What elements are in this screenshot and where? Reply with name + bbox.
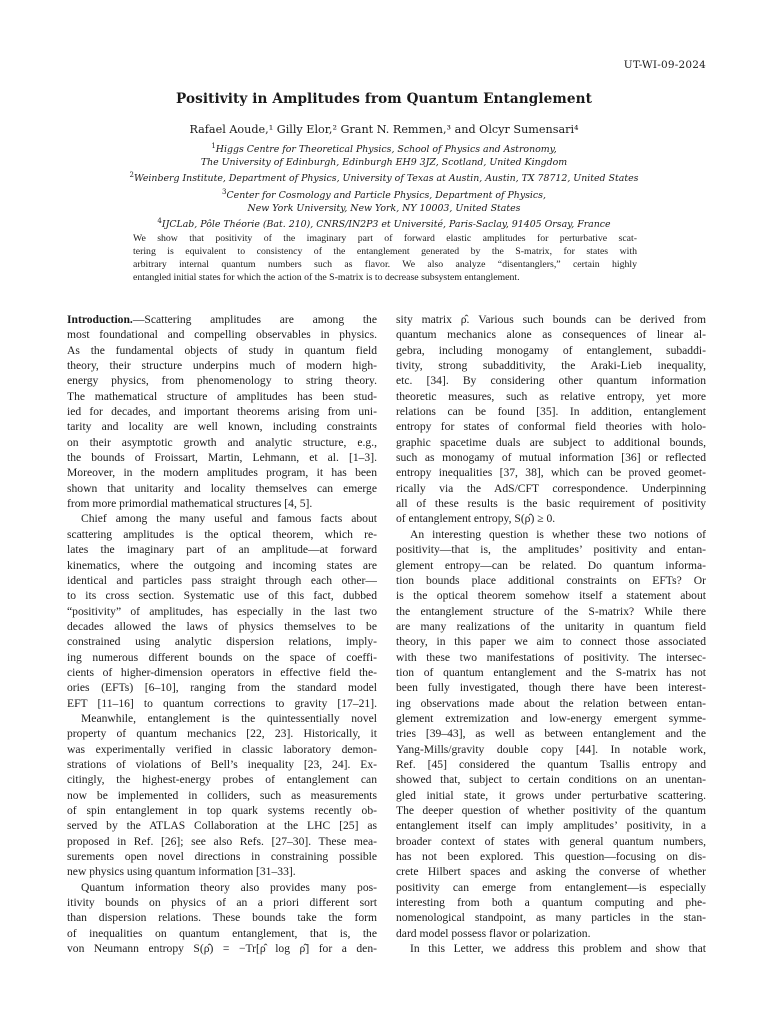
body-text-line: theory, their structure underpins much of modern high- [67,359,377,373]
body-text-line: graphic spacetime duals are subject to additional bounds, [396,435,706,449]
affiliation-list [0,140,768,231]
body-text-line: von Neumann entropy S(ρ̂) = −Tr[ρ̂ log ρ̂] for a den- [67,942,377,956]
body-text-line: lates the imaginary part of an amplitude—at forward [67,543,377,557]
body-text-line: gled initial state, it grows under perturbative scattering. [396,788,706,802]
body-text-line: quantum mechanics alone as consequences of linear al- [396,328,706,342]
body-text-line: entanglement itself can imply amplitudes’ positivity, in a [396,819,706,833]
affiliation-line [0,215,768,231]
body-text-line: Chief among the many useful and famous facts about [81,512,377,526]
body-text-line: with these two manifestations of positivity. The intersec- [396,650,706,664]
body-text-line: of inequalities on quantum entanglement, that is, the [67,926,377,940]
affiliation-marker: 1 [211,142,216,150]
body-text-line: nomenological standpoint, as many particles in the stan- [396,911,706,925]
affiliation-line [0,169,768,185]
body-text-line: are many realizations of the unitarity in quantum field [396,619,706,633]
affiliation-marker: 2 [129,171,134,180]
body-text-line: served by the ATLAS Collaboration at the LHC [25] as [67,819,377,833]
affiliation-marker: 4 [157,216,162,225]
body-text-line: interesting from both a quantum computing and phe- [396,896,706,910]
body-text-line: the bounds of Froissart, Martin, Lehmann, et al. [1–3]. [67,451,377,465]
body-text-line: crete Hilbert spaces and asking the converse of whether [396,865,706,879]
body-text-line: identical and particles pass straight through each other— [67,573,377,587]
body-text-line: positivity can emerge from entanglement—is especially [396,880,706,894]
body-text-line: most foundational and compelling observables in physics. [67,328,377,342]
body-text-line: theoretic measures, such as relative entropy, yet more [396,389,706,403]
body-text-line: dard model possess flavor or polarization. [396,926,591,940]
affiliation-text: IJCLab, Pôle Théorie (Bat. 210), CNRS/IN2P3 et Université, Paris-Saclay, 91405 Orsay, France [161,218,611,230]
abstract [133,232,637,284]
body-text-line: constrained using analytic dispersion relations, imply- [67,635,377,649]
body-text-line: In this Letter, we address this problem and show that [410,942,706,956]
affiliation-text: New York University, New York, NY 10003, United States [247,202,521,214]
body-text-line: on their asymptotic growth and analytic structure, e.g., [67,435,377,449]
body-text-line: citingly, the highest-energy probes of entanglement can [67,773,377,787]
body-text-line: ied for decades, and important theorems arising from uni- [67,405,377,419]
body-text-line: kinematics, where the outgoing and incoming states are [67,558,377,572]
body-text-line: Moreover, in the modern amplitudes program, it has been [67,466,377,480]
abstract-line: We show that positivity of the imaginary part of forward elastic amplitudes for perturbative scat- [133,233,637,244]
body-text-line: scattering amplitudes is the optical theorem, which re- [67,527,377,541]
body-text-line: is the optical theorem somehow itself a statement about [396,589,706,603]
body-text-line: Ref. [45] considered the quantum Tsallis entropy and [396,757,706,771]
body-text-line: tion bounds place additional constraints on EFTs? Or [396,573,706,587]
body-text-line: relations can be found [35]. In addition, entanglement [396,405,706,419]
body-text: —Scattering amplitudes are among the [132,313,377,326]
body-text-line: property of quantum mechanics [22, 23]. Historically, it [67,727,377,741]
body-text-line: entropy inequalities [37, 38], which can be proved geomet- [396,466,706,480]
body-text-line: proposed in Ref. [26]; see also Refs. [27–30]. These mea- [67,834,377,848]
body-text-line: all of these results is the basic requirement of positivity [396,497,706,511]
body-text-line: gebra, including monogamy of entanglement, subaddi- [396,343,706,357]
body-text-line: such as monogamy of mutual information [36] or reflected [396,451,706,465]
paper-title: Positivity in Amplitudes from Quantum Entanglement [175,91,593,107]
affiliation-text: Higgs Centre for Theoretical Physics, School of Physics and Astronomy, [215,144,557,156]
body-text-line: decades allowed the laws of physics themselves to be [67,619,377,633]
body-text-line: tivity, strong subadditivity, the Araki-Lieb inequality, [396,359,706,373]
body-text-line: entropy for states of conformal field theories with holo- [396,420,706,434]
body-text-line: “positivity” of amplitudes, has especially in the last two [67,604,377,618]
affiliation-text: Weinberg Institute, Department of Physics, University of Texas at Austin, Austin, TX 78712, United States [134,173,639,185]
body-text-line: An interesting question is whether these two notions of [410,527,706,541]
body-text-line: glement extremization and low-energy emergent symme- [396,711,706,725]
body-text-line: Meanwhile, entanglement is the quintessentially novel [81,711,377,725]
report-number: UT-WI-09-2024 [623,59,706,71]
section-heading: Introduction. [67,313,133,326]
affiliation-line [0,202,768,215]
affiliation-line [0,140,768,156]
author-list: Rafael Aoude,¹ Gilly Elor,² Grant N. Remmen,³ and Olcyr Sumensari⁴ [189,123,579,136]
body-text-line: rically via the AdS/CFT correspondence. Underpinning [396,481,706,495]
abstract-line: arbitrary internal quantum numbers such as flavor. We also analyze “disentanglers,” certain highly [133,259,637,271]
body-text-line: the entanglement structure of the S-matrix? While there [396,604,706,618]
left-column [67,312,377,956]
body-text-line: from more primordial mathematical structures [4, 5]. [67,497,313,511]
body-text-line: itivity bounds on physics of an a priori different sort [67,896,377,910]
body-text-line: cients of higher-dimension operators in effective field the- [67,665,377,679]
body-text-line: Yang-Mills/gravity double copy [44]. In notable work, [396,742,706,756]
body-text-line: of entanglement entropy, S(ρ̂) ≥ 0. [396,512,556,526]
body-text-line: strations of violations of Bell’s inequality [23, 24]. Ex- [67,757,377,771]
body-text-line: sity matrix ρ̂. Various such bounds can be derived from [396,313,706,326]
body-text-line: tries [39–43], as well as between entanglement and the [396,727,706,741]
body-text-line: tarity and locality are well known, including constraints [67,420,377,434]
body-text-line: than dispersion relations. These bounds take the form [67,911,377,925]
body-text-line: As the fundamental objects of study in quantum field [67,343,377,357]
affiliation-line [0,186,768,202]
body-text-line: shown that unitarity and locality themselves can emerge [67,481,377,495]
body-text-line: was experimentally verified in classic laboratory demon- [67,742,377,756]
body-text-line: The mathematical structure of amplitudes has been stud- [67,389,377,403]
body-text-line: surements open novel directions in constraining possible [67,850,377,864]
body-text-line: ing observations made about the relation between entan- [396,696,706,710]
body-text-line: etc. [34]. By considering other quantum information [396,374,706,388]
abstract-line: entangled initial states for which the action of the S-matrix is to decrease subsystem entanglement. [133,272,520,284]
body-text-line: theory, in this paper we aim to connect those associated [396,635,706,649]
body-text-line: The deeper question of whether positivity of the quantum [396,804,706,817]
body-text-line: ing numerous different bounds on the space of coeffi- [67,650,377,664]
affiliation-marker: 3 [222,187,227,196]
body-text-line: ories (EFTs) [6–10], ranging from the standard model [67,681,377,695]
body-text-line: energy physics, from phenomenology to string theory. [67,374,377,388]
body-text-line: positivity—that is, the amplitudes’ positivity and entan- [396,543,706,557]
body-text-line: been fully investigated, though there have been interest- [396,681,706,695]
intro-first-line [67,312,377,327]
body-text-line: tion of quantum entanglement and the S-matrix has not [396,665,706,679]
body-text-line: new physics using quantum information [31–33]. [67,865,296,879]
right-column [396,312,706,956]
body-text-line: glement entropy—can be related. Do quantum informa- [396,558,706,572]
affiliation-text: Center for Cosmology and Particle Physics, Department of Physics, [226,189,546,201]
abstract-line: tering is equivalent to consistency of the entanglement generated by the S-matrix, for states with [133,246,637,258]
body-text-line: of spin entanglement in top quark systems recently ob- [67,804,377,817]
body-text-line: to its cross section. Systematic use of this fact, dubbed [67,589,377,603]
body-text-line: showed that, subject to certain conditions on an unentan- [396,773,706,787]
body-text-line: now be implemented in colliders, such as measurements [67,788,377,802]
body-text-line: broader context of states with general quantum numbers, [396,834,706,848]
body-text-line: Quantum information theory also provides many pos- [81,880,377,894]
body-text-line: has not been explored. This question—focusing on dis- [396,850,706,864]
affiliation-line [0,156,768,169]
affiliation-text: The University of Edinburgh, Edinburgh EH9 3JZ, Scotland, United Kingdom [200,157,568,169]
body-text-line: EFT [11–16] to quantum corrections to gravity [17–21]. [67,696,377,710]
